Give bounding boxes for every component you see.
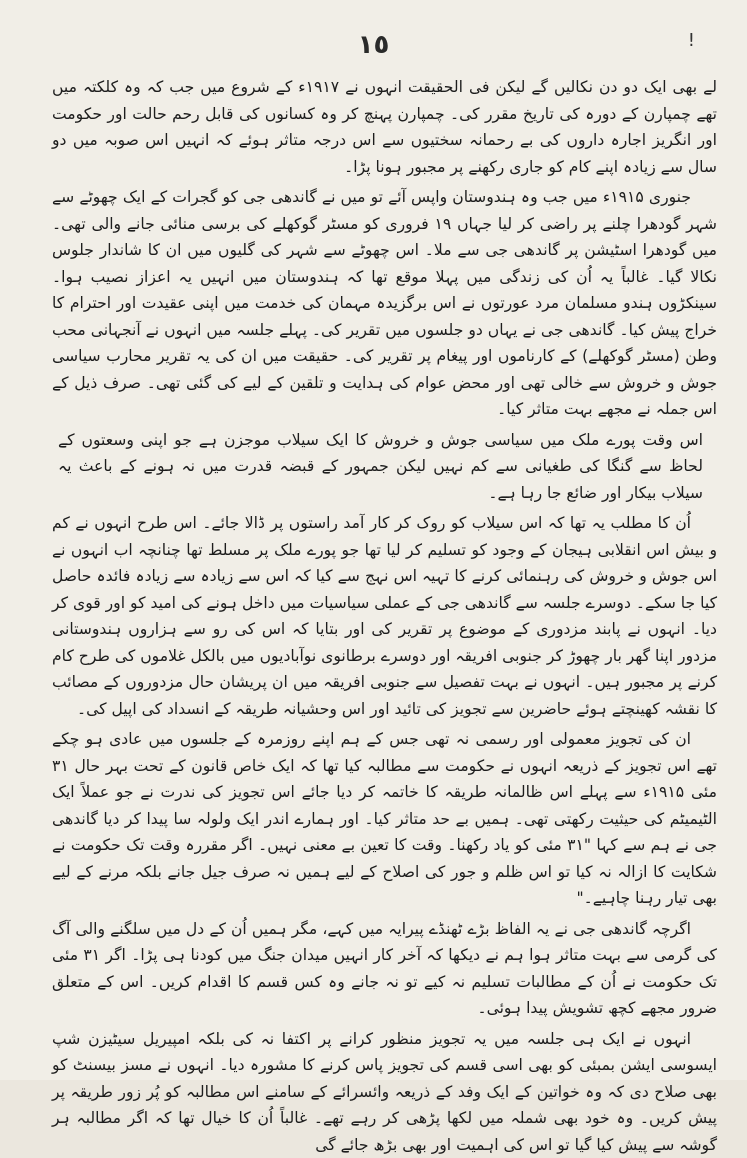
paragraph: اگرچہ گاندھی جی نے یہ الفاظ بڑے ٹھنڈے پیرایہ میں کہے، مگر ہمیں اُن کے دل میں سلگنے والی آگ کی گرمی سے بہت متاثر ہوا ہم نے دیکھا کہ آخر کار انہیں میدان جنگ میں کودنا ہی پڑا۔ اگر ۳۱ مئی تک حکومت نے اُن کے مطالبات تسلیم نہ کیے تو نہ جانے وہ کس قسم کا اقدام کریں۔ اس کے متعلق ضرور مجھے کچھ تشویش پیدا ہوئی۔ [52, 916, 717, 1022]
body-text [52, 74, 717, 1060]
corner-mark: ! [688, 30, 695, 51]
paragraph: جنوری ۱۹۱۵ء میں جب وہ ہندوستان واپس آئے تو میں نے گاندھی جی کو گجرات کے ایک چھوٹے سے شہر گودھرا چلنے پر راضی کر لیا جہاں ۱۹ فروری کو مسٹر گوکھلے کی برسی منائی جانے والی تھی۔ میں گودھرا اسٹیشن پر گاندھی جی سے ملا۔ اس چھوٹے سے شہر کی گلیوں میں ان کا شاندار جلوس نکالا گیا۔ غالباً یہ اُن کی زندگی میں پہلا موقع تھا کہ ہندوستان میں انہیں یہ اعزاز نصیب ہوا۔ سینکڑوں ہندو مسلمان مرد عورتوں نے اس برگزیدہ مہمان کی خدمت میں اپنی عقیدت اور احترام کا خراج پیش کیا۔ گاندھی جی نے یہاں دو جلسوں میں تقریر کی۔ پہلے جلسہ میں انہوں نے آنجہانی محب وطن (مسٹر گوکھلے) کے کارناموں اور پیغام پر تقریر کی۔ حقیقت میں ان کی یہ تقریر محارب سیاسی جوش و خروش سے خالی تھی اور محض عوام کی ہدایت و تلقین کے لیے کی گئی تھی۔ صرف ذیل کے اس جملہ نے مجھے بہت متاثر کیا۔ [52, 184, 717, 423]
paragraph: لے بھی ایک دو دن نکالیں گے لیکن فی الحقیقت انہوں نے ۱۹۱۷ء کے شروع میں جب کہ وہ کلکتہ میں تھے چمپارن کے دورہ کی تاریخ مقرر کی۔ چمپارن پہنچ کر وہ کسانوں کی قابل رحم حالت اور حکومت اور انگریز اجارہ داروں کی بے رحمانہ سختیوں سے اس درجہ متاثر ہوئے کہ انہیں اس صوبہ میں دو سال سے زیادہ اپنے کام کو جاری رکھنے پر مجبور ہونا پڑا۔ [52, 74, 717, 180]
paragraph: ان کی تجویز معمولی اور رسمی نہ تھی جس کے ہم اپنے روزمرہ کے جلسوں میں عادی ہو چکے تھے اس تجویز کے ذریعہ انہوں نے حکومت سے مطالبہ کیا تھا کہ ایک خاص قانون کے تحت بہر حال ۳۱ مئی ۱۹۱۵ء سے پہلے اس ظالمانہ طریقہ کا خاتمہ کر دیا جائے اس تجویز کی ندرت نے جو عملاً ایک الٹیمیٹم کی حیثیت رکھتی تھی۔ ہمیں بے حد متاثر کیا۔ اور ہمارے اندر ایک ولولہ سا پیدا کر دیا گاندھی جی نے ہم سے کہا "۳۱ مئی کو یاد رکھنا۔ وقت کا تعین بے معنی نہیں۔ اگر مقررہ وقت تک حکومت نے شکایت کا ازالہ نہ کیا تو اس ظلم و جور کی اصلاح کے لیے ہمیں نہ صرف جیل جانے بلکہ مرنے کے لیے بھی تیار رہنا چاہیے۔" [52, 726, 717, 912]
page-number: ١٥ [0, 30, 747, 60]
paragraph: اُن کا مطلب یہ تھا کہ اس سیلاب کو روک کر کار آمد راستوں پر ڈالا جائے۔ اس طرح انہوں نے کم و بیش اس انقلابی ہیجان کے وجود کو تسلیم کر لیا تھا جو پورے ملک پر مسلط تھا چنانچہ اب انہوں نے اس جوش و خروش کی رہنمائی کرنے کا تہیہ اس نہج سے کیا کہ اس سے زیادہ سے زیادہ فائدہ حاصل کیا جا سکے۔ دوسرے جلسہ سے گاندھی جی کے عملی سیاسیات میں داخل ہونے کی امید کو اور قوی کر دیا۔ انہوں نے پابند مزدوری کے موضوع پر تقریر کی اور بتایا کہ اس کی رو سے ہزاروں ہندوستانی مزدور اپنا گھر بار چھوڑ کر جنوبی افریقہ اور دوسرے برطانوی نوآبادیوں میں بالکل غلاموں کی طرح کام کرنے پر مجبور ہیں۔ انہوں نے بہت تفصیل سے جنوبی افریقہ میں ان پریشان حال مزدوروں کے مصائب کا نقشہ کھینچتے ہوئے حاضرین سے تجویز کی تائید اور اس وحشیانہ طریقہ کے انسداد کی اپیل کی۔ [52, 510, 717, 722]
paragraph: انہوں نے ایک ہی جلسہ میں یہ تجویز منظور کرانے پر اکتفا نہ کی بلکہ امپیریل سیٹیزن شپ ایسوسی ایشن بمبئی کو بھی اسی قسم کی تجویز پاس کرنے کا مشورہ دیا۔ انہوں نے مسز بیسنٹ کو بھی صلاح دی کہ وہ خواتین کے ایک وفد کے ذریعہ وائسرائے کے سامنے اس مطالبہ کو پُر زور طریقہ پر پیش کریں۔ وہ خود بھی شملہ میں لکھا پڑھی کر رہے تھے۔ غالباً اُن کا خیال تھا کہ اگر مطالبہ ہر گوشہ سے پیش کیا گیا تو اس کی اہمیت اور بھی بڑھ جائے گی [52, 1026, 717, 1158]
quote-paragraph: اس وقت پورے ملک میں سیاسی جوش و خروش کا ایک سیلاب موجزن ہے جو اپنی وسعتوں کے لحاظ سے گنگا کی طغیانی سے کم نہیں لیکن جمہور کے قبضہ قدرت میں نہ ہونے کے باعث یہ سیلاب بیکار اور ضائع جا رہا ہے۔ [52, 427, 717, 507]
